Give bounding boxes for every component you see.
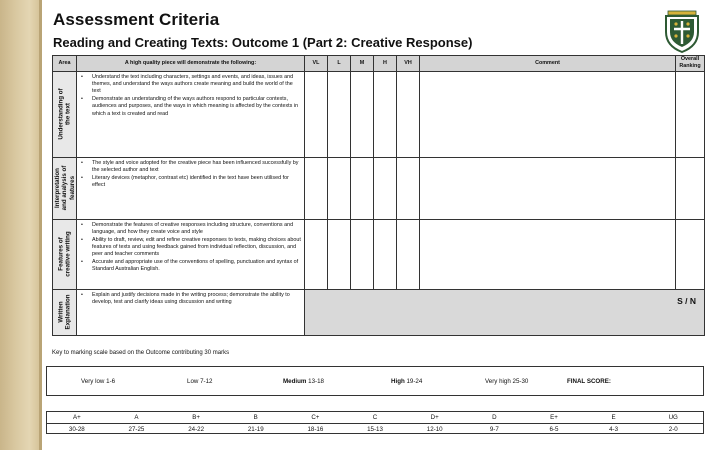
rating-cell-l[interactable] [328,71,351,157]
area-label: Interpretation and analysis of features [53,165,76,211]
header-description: A high quality piece will demonstrate the following: [77,56,305,72]
table-row [53,219,705,289]
ranking-cell[interactable] [676,71,705,157]
ranking-cell[interactable] [676,219,705,289]
parchment-border [0,0,42,450]
comment-cell[interactable] [420,71,676,157]
marking-key-text: Key to marking scale based on the Outcome contributing 30 marks [52,350,230,356]
page-title: Assessment Criteria [53,10,220,29]
rating-cell-vl[interactable] [305,219,328,289]
page-subtitle: Reading and Creating Texts: Outcome 1 (Part 2: Creative Response) [53,35,473,50]
grade-range: 27-25 [128,426,145,433]
area-cell [53,289,77,335]
comment-cell[interactable] [420,219,676,289]
criterion-item: • Ability to draft, review, edit and refine creative responses to texts, making choices about features of texts and using feedback gained from individual reflection, discussion, and peer and teacher comments [80,237,301,259]
header-overall-ranking: Overall Ranking [676,56,705,72]
scale-low: Low 7-12 [187,378,213,385]
criterion-item: • Demonstrate the features of creative responses including structure, conventions and language, and how they create voice and style [80,222,301,237]
grade-letters-row [47,412,703,423]
rating-cell-h[interactable] [374,219,397,289]
criterion-item: • Accurate and appropriate use of the conventions of spelling, punctuation and syntax of Standard Australian English. [80,259,301,274]
rating-cell-vh[interactable] [397,219,420,289]
header-comment: Comment [420,56,676,72]
grade-letter: D [492,414,497,421]
description-cell [77,219,305,289]
scale-very-low: Very low 1-6 [81,378,116,385]
criterion-item: • Demonstrate an understanding of the ways authors respond to particular contexts, audiences and purposes, and the ways in which meaning is affected by the contexts in which a text is created and read [80,96,301,118]
grade-letter: A+ [72,414,81,421]
rating-cell-l[interactable] [328,157,351,219]
rating-cell-m[interactable] [351,71,374,157]
description-cell [77,71,305,157]
area-cell [53,157,77,219]
grade-letter: A [134,414,139,421]
header-area: Area [53,56,77,72]
area-label: Understanding of the text [57,88,72,140]
satisfactory-ranking-cell[interactable] [305,289,705,335]
grade-range: 4-3 [609,426,619,433]
description-cell [77,157,305,219]
area-label: Written Explanation [57,294,72,330]
rating-cell-m[interactable] [351,157,374,219]
header-vl: VL [305,56,328,72]
grade-letter: B+ [192,414,200,421]
criterion-item: • Explain and justify decisions made in the writing process; demonstrate the ability to develop, test and clarify ideas using discussion and writing [80,292,301,307]
rating-cell-vl[interactable] [305,71,328,157]
grade-letter: D+ [430,414,439,421]
header-l: L [328,56,351,72]
grade-letter: C+ [311,414,320,421]
final-score-label: FINAL SCORE: [567,378,611,385]
grade-range: 24-22 [188,426,205,433]
criterion-item: • Understand the text including characters, settings and events, and ideas, issues and themes, and understand the ways authors create meaning and build the world of the text [80,74,301,96]
rating-cell-h[interactable] [374,157,397,219]
rating-cell-h[interactable] [374,71,397,157]
grade-letter: UG [668,414,678,421]
criterion-item: • The style and voice adopted for the creative piece has been influenced successfully by the selected author and text [80,160,301,175]
grade-letter: E [611,414,616,421]
criteria-table [52,55,705,336]
header-vh: VH [397,56,420,72]
area-cell [53,219,77,289]
scale-very-high: Very high 25-30 [485,378,529,385]
scale-high: High 19-24 [391,378,423,385]
marking-scale-box [46,366,704,396]
grade-letter: E+ [550,414,558,421]
criterion-item: • Literary devices (metaphor, contrast etc) identified in the text have been utilised for effect [80,175,301,190]
table-header-row [53,56,705,72]
rating-cell-vh[interactable] [397,71,420,157]
header-m: M [351,56,374,72]
grade-ranges-row [47,423,703,434]
area-label: Features of creative writing [57,231,72,277]
table-row [53,71,705,157]
scale-medium: Medium 13-18 [283,378,324,385]
rating-cell-vh[interactable] [397,157,420,219]
description-cell [77,289,305,335]
satisfactory-ranking-value: S / N [677,295,696,306]
area-cell [53,71,77,157]
grade-range: 21-19 [247,426,264,433]
rating-cell-m[interactable] [351,219,374,289]
grade-table [46,411,704,434]
grade-range: 30-28 [68,426,85,433]
grade-letter: C [372,414,378,421]
rating-cell-vl[interactable] [305,157,328,219]
rating-cell-l[interactable] [328,219,351,289]
grade-range: 2-0 [668,426,678,433]
header-h: H [374,56,397,72]
grade-range: 12-10 [426,426,443,433]
grade-range: 9-7 [489,426,499,433]
grade-range: 15-13 [367,426,383,433]
grade-letter: B [253,414,258,421]
table-row [53,157,705,219]
comment-cell[interactable] [420,157,676,219]
grade-range: 18-16 [307,426,324,433]
school-crest-icon [662,8,702,54]
table-row [53,289,705,335]
grade-range: 6-5 [549,426,559,433]
ranking-cell[interactable] [676,157,705,219]
